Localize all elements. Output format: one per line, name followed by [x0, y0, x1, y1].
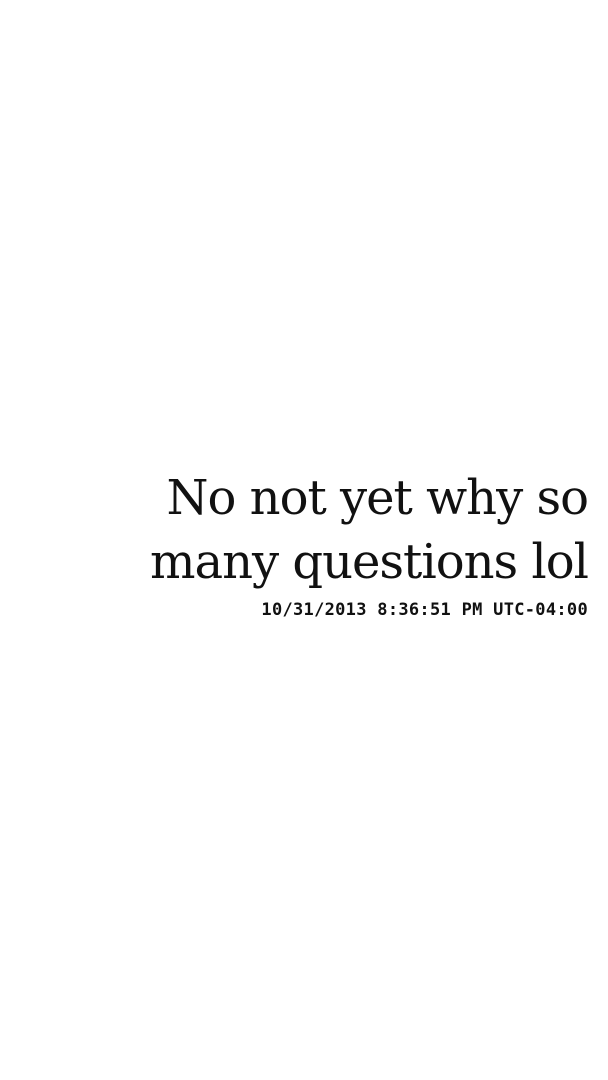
message-bubble	[28, 466, 588, 620]
message-timestamp: 10/31/2013 8:36:51 PM UTC-04:00	[261, 600, 588, 620]
message-text: No not yet why so many questions lol	[149, 470, 588, 590]
